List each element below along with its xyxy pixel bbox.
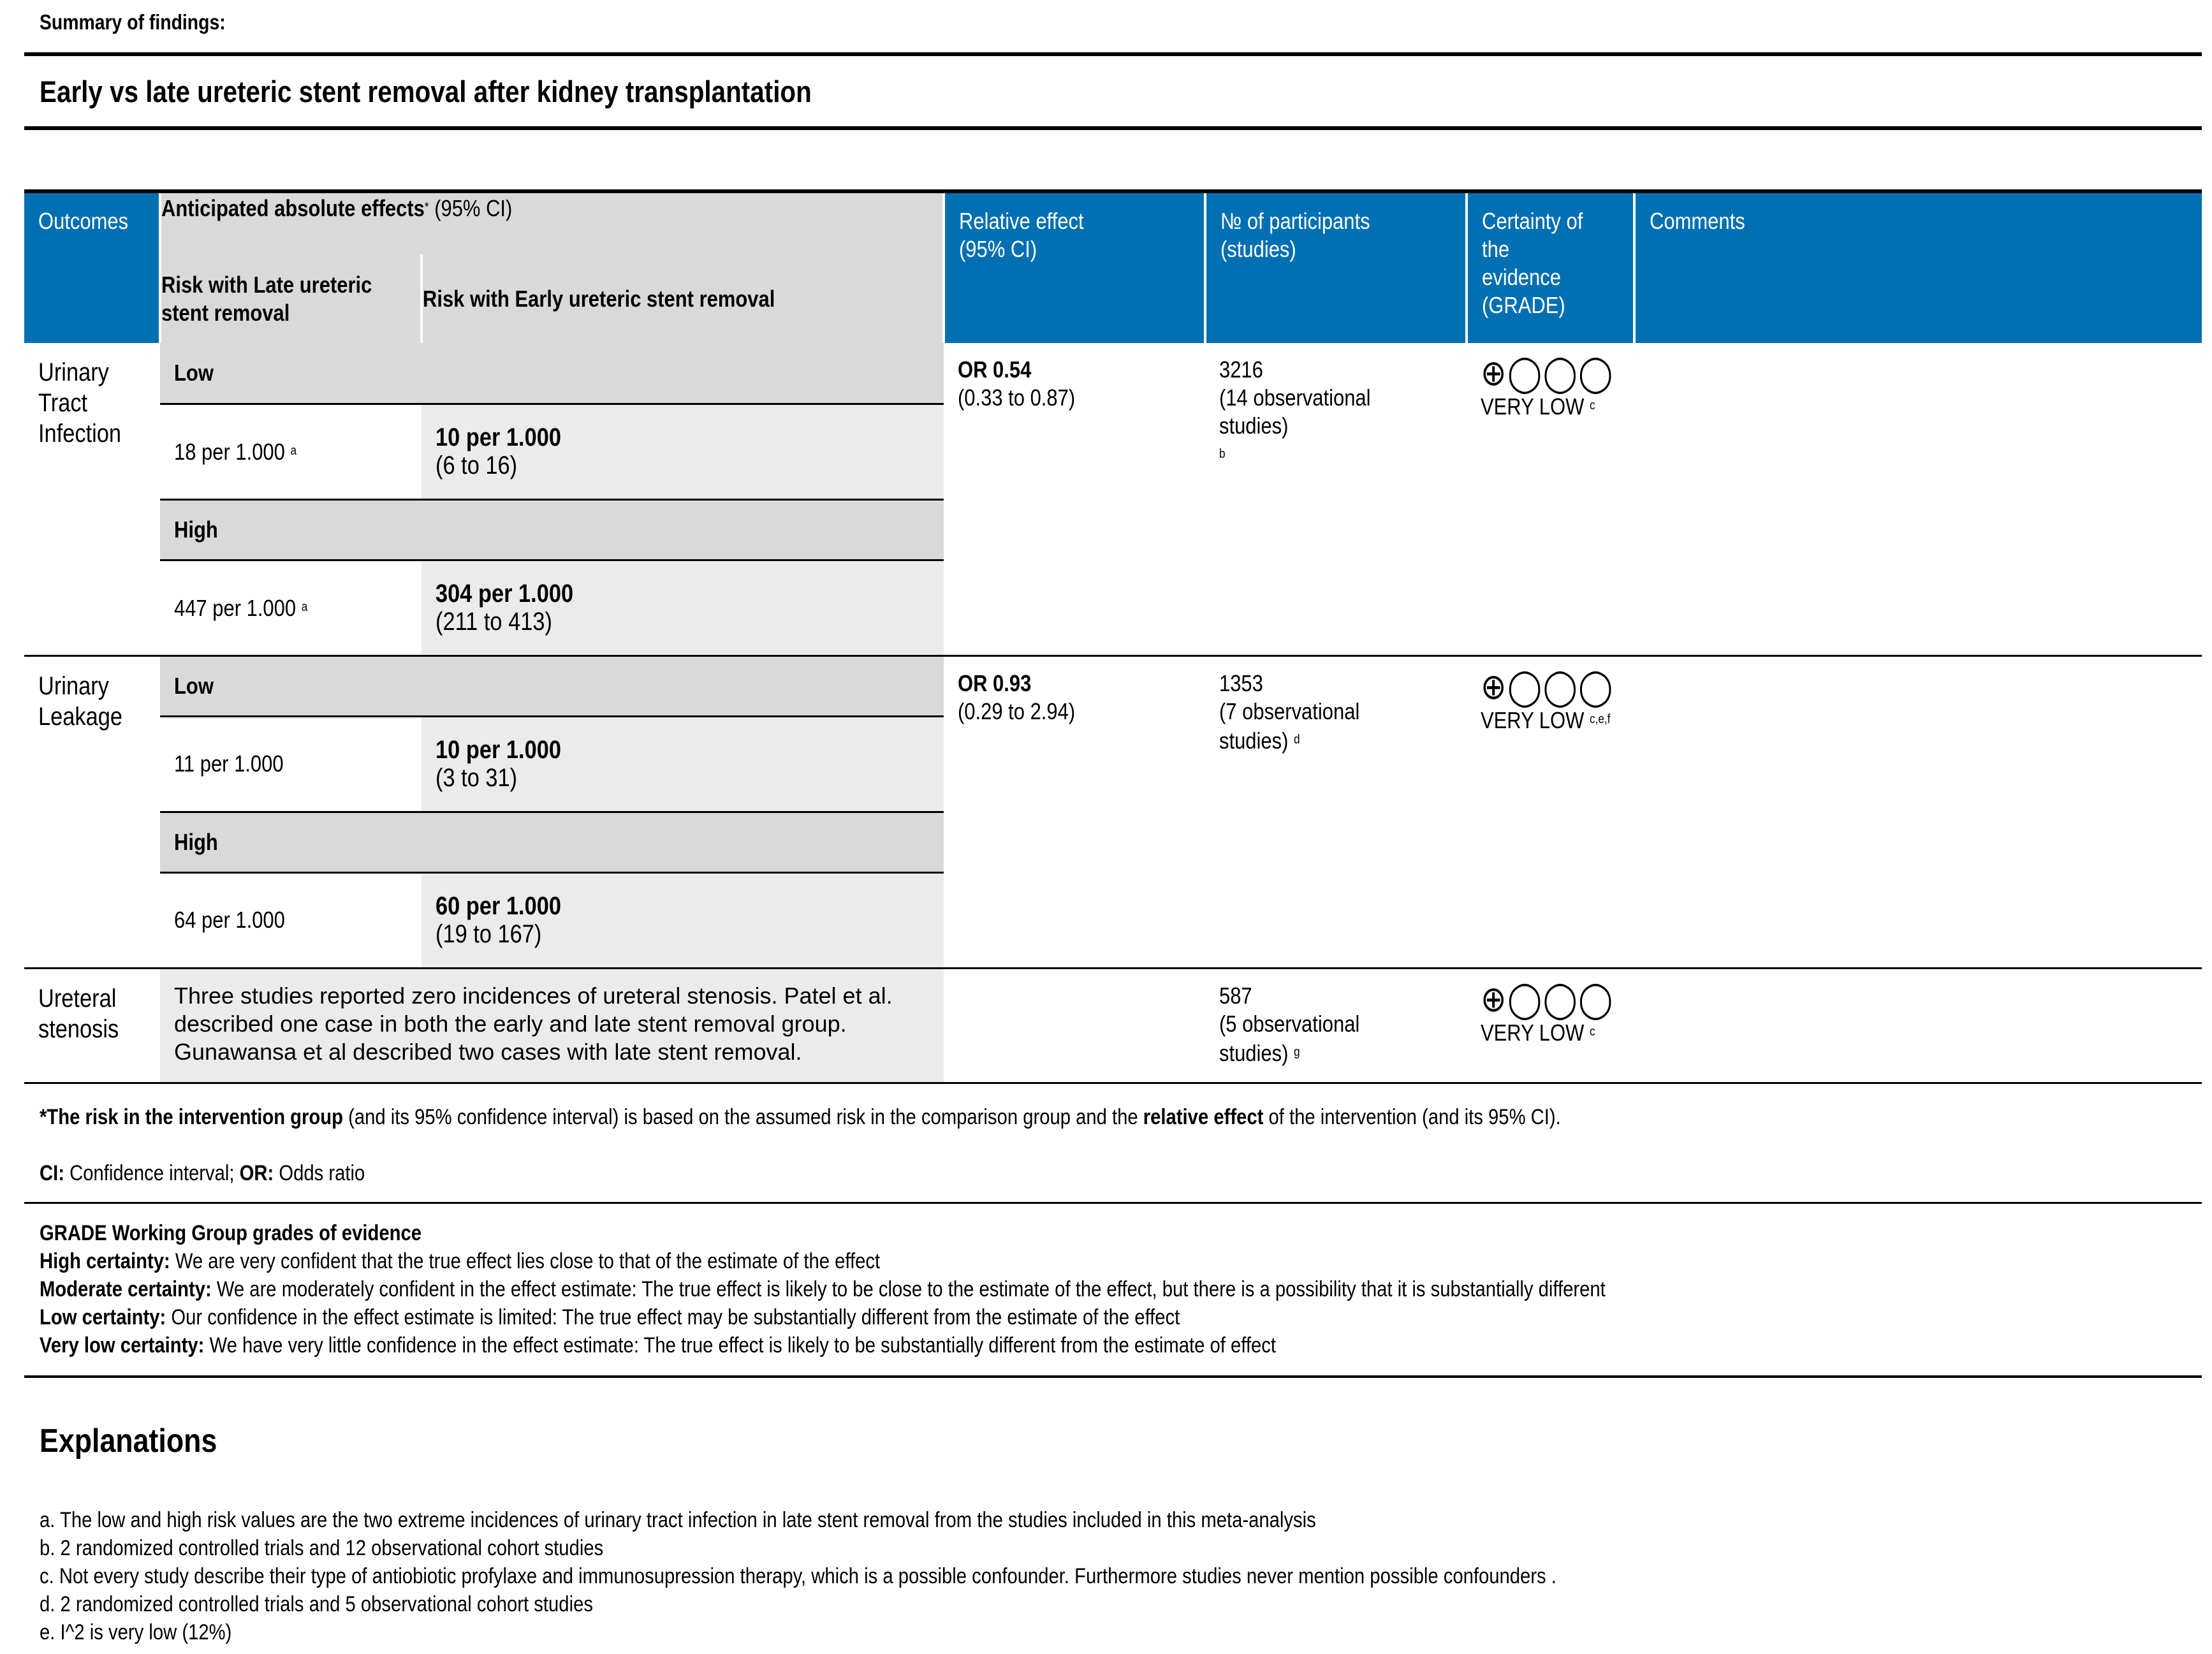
abbreviations: CI: Confidence interval; OR: Odds ratio: [40, 1161, 365, 1185]
certainty-cell: ⊕◯◯◯ VERY LOW $^{c,e,f}$: [1467, 655, 1634, 968]
table-row: [24, 655, 2202, 716]
risk-late-cell: 64 per 1.000: [160, 872, 421, 968]
risk-late-cell: 11 per 1.000: [160, 716, 421, 812]
risk-late-cell: 18 per 1.000 $^a$: [160, 404, 421, 499]
header-participants: № of participants (studies): [1205, 193, 1467, 343]
participants-cell: 3216 (14 observational studies) $^b$: [1205, 343, 1467, 655]
risk-early-cell: 60 per 1.000 (19 to 167): [421, 872, 944, 968]
risk-early-cell: 304 per 1.000 (211 to 413): [421, 560, 944, 655]
risk-late-cell: 447 per 1.000 $^a$: [160, 560, 421, 655]
list-item: b. 2 randomized controlled trials and 12 observational cohort studies: [40, 1536, 604, 1560]
certainty-cell: ⊕◯◯◯ VERY LOW $^c$: [1467, 343, 1634, 655]
stenosis-narrative: Three studies reported zero incidences of ureteral stenosis. Patel et al. described one case in both the early and late stent removal group. Gunawansa et al described two cases with late stent removal.: [160, 968, 944, 1083]
top-rule: [24, 52, 2202, 56]
risk-group-label: High: [160, 812, 944, 872]
risk-early-cell: 10 per 1.000 (6 to 16): [421, 404, 944, 499]
table-row: [24, 968, 2202, 1083]
list-item: e. I^2 is very low (12%): [40, 1620, 232, 1644]
header-relative-effect: Relative effect (95% CI): [944, 193, 1205, 343]
title-rule: [24, 126, 2202, 130]
list-item: d. 2 randomized controlled trials and 5 observational cohort studies: [40, 1592, 593, 1616]
outcome-cell: Ureteral stenosis: [24, 968, 160, 1083]
grade-symbol-icon: ⊕◯◯◯: [1481, 353, 1614, 394]
divider: [24, 1375, 2202, 1378]
list-item: c. Not every study describe their type of antiobiotic profylaxe and immunosupression therapy, which is a possible confounder. Furthermore studies never mention possible confounders .: [40, 1564, 1556, 1588]
comments-cell: [1634, 343, 2202, 655]
relative-effect-cell: OR 0.93 (0.29 to 2.94): [944, 655, 1205, 968]
outcome-cell: Urinary Tract Infection: [24, 343, 160, 655]
header-certainty: Certainty of the evidence (GRADE): [1467, 193, 1634, 343]
risk-early-cell: 10 per 1.000 (3 to 31): [421, 716, 944, 812]
risk-group-label: High: [160, 499, 944, 560]
explanations-title: Explanations: [40, 1423, 217, 1460]
list-item: a. The low and high risk values are the two extreme incidences of urinary tract infection in late stent removal from the studies included in this meta-analysis: [40, 1508, 1316, 1532]
table-row: [24, 343, 2202, 404]
certainty-cell: ⊕◯◯◯ VERY LOW $^c$: [1467, 968, 1634, 1083]
comments-cell: [1634, 968, 2202, 1083]
header-outcomes: Outcomes: [24, 193, 160, 343]
header-comments: Comments: [1634, 193, 2202, 343]
participants-cell: 1353 (7 observational studies) $^d$: [1205, 655, 1467, 968]
participants-cell: 587 (5 observational studies) $^g$: [1205, 968, 1467, 1083]
relative-effect-cell: OR 0.54 (0.33 to 0.87): [944, 343, 1205, 655]
risk-group-label: Low: [160, 655, 944, 716]
grade-working-group: GRADE Working Group grades of evidence High certainty: We are very confident that the true effect lies close to that of the estimate of the effect Moderate certainty: We are moderately confident in the effect estimate: The true effect is likely to be close to the estimate of the effect, but there is a possibility that it is substantially different Low certainty: Our confidence in the effect estimate is limited: The true effect may be substantially different from the estimate of the effect Very low certainty: We have very little confidence in the effect estimate: The true effect is likely to be substantially different from the estimate of effect: [40, 1221, 1606, 1358]
grade-symbol-icon: ⊕◯◯◯: [1481, 978, 1614, 1020]
divider: [24, 1202, 2202, 1204]
risk-footnote: *The risk in the intervention group (and its 95% confidence interval) is based on the assumed risk in the comparison group and the relative effect of the intervention (and its 95% CI).: [40, 1105, 1561, 1129]
summary-table: [24, 193, 2202, 1084]
risk-group-label: Low: [160, 343, 944, 404]
header-risk-late: Risk with Late ureteric stent removal: [160, 254, 421, 343]
comments-cell: [1634, 655, 2202, 968]
grade-symbol-icon: ⊕◯◯◯: [1481, 666, 1614, 708]
relative-effect-cell: [944, 968, 1205, 1083]
summary-label: Summary of findings:: [40, 10, 226, 34]
header-anticipated: Anticipated absolute effects* (95% CI): [160, 193, 944, 254]
outcome-cell: Urinary Leakage: [24, 655, 160, 968]
page-title: Early vs late ureteric stent removal after kidney transplantation: [40, 75, 812, 108]
header-risk-early: Risk with Early ureteric stent removal: [421, 254, 944, 343]
explanations-list: [40, 1506, 1803, 1646]
